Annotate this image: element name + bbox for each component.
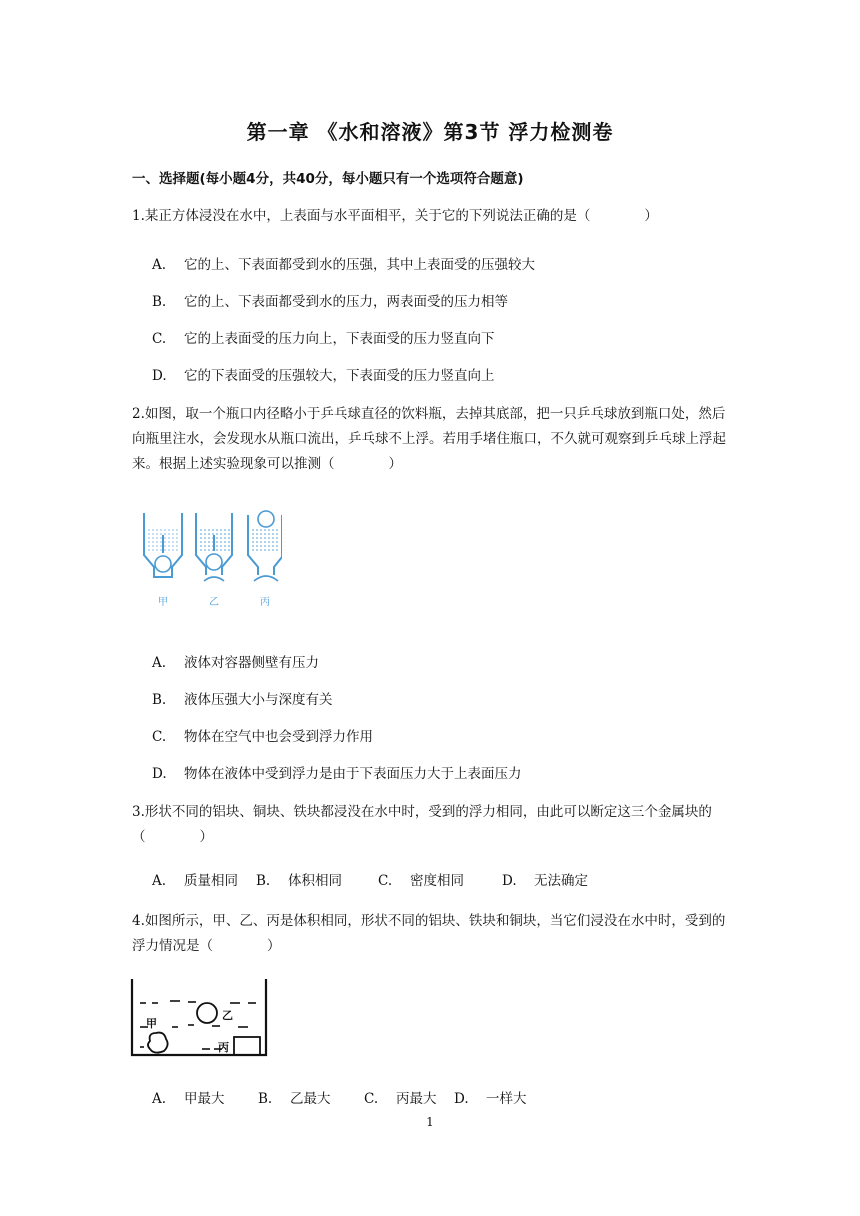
- block-jia-irregular: [148, 1033, 168, 1053]
- option-text: 它的上、下表面都受到水的压强，其中上表面受的压强较大: [184, 257, 535, 273]
- question-2-option-c: [152, 725, 373, 745]
- bottle-experiment-figure: [132, 505, 282, 610]
- ping-pong-ball-2: [206, 554, 222, 570]
- question-4-option-d: D. 一样大: [454, 1091, 527, 1107]
- question-2-option-a: [152, 651, 319, 671]
- option-letter: C.: [152, 729, 167, 745]
- question-3-option-b: B. 体积相同: [256, 873, 342, 889]
- ping-pong-ball-1: [155, 556, 171, 572]
- option-text: 液体对容器侧壁有压力: [184, 655, 319, 671]
- question-1-option-c: [152, 327, 495, 347]
- water-tank-figure: [130, 975, 270, 1060]
- question-4-stem: 4.如图所示，甲、乙、丙是体积相同，形状不同的铝块、铁块和铜块，当它们浸没在水中时，受到的浮力情况是（ ）: [132, 913, 726, 954]
- tank-label-bing: 丙: [218, 1041, 229, 1054]
- question-3-options: [152, 869, 588, 889]
- tank-label-jia: 甲: [146, 1017, 157, 1030]
- page-number: 1: [426, 1115, 434, 1129]
- question-3-stem: 3.形状不同的铝块、铜块、铁块都浸没在水中时，受到的浮力相同，由此可以断定这三个金属块的（ ）: [132, 804, 712, 845]
- option-text: 液体压强大小与深度有关: [184, 692, 333, 708]
- tank-label-yi: 乙: [222, 1009, 233, 1022]
- option-letter: B.: [152, 294, 167, 310]
- question-3-option-c: C. 密度相同: [378, 873, 464, 889]
- question-4-option-b: B. 乙最大: [258, 1091, 331, 1107]
- hand-2: [204, 577, 224, 581]
- figure-label-yi: 乙: [209, 597, 219, 608]
- option-letter: A.: [152, 257, 167, 273]
- option-letter: D.: [152, 368, 167, 384]
- block-bing-cube: [234, 1037, 260, 1055]
- question-3-option-d: D. 无法确定: [502, 873, 588, 889]
- block-yi-sphere: [197, 1003, 217, 1023]
- document-title: 第一章 《水和溶液》第3节 浮力检测卷: [246, 120, 614, 144]
- option-text: 它的上表面受的压力向上，下表面受的压力竖直向下: [184, 331, 495, 347]
- question-1-option-d: [152, 364, 495, 384]
- question-4-option-a: A. 甲最大: [152, 1091, 225, 1107]
- question-1-stem: 1.某正方体浸没在水中，上表面与水平面相平，关于它的下列说法正确的是（ ）: [132, 208, 658, 224]
- option-text: 物体在液体中受到浮力是由于下表面压力大于上表面压力: [184, 766, 522, 782]
- figure-label-jia: 甲: [158, 597, 168, 608]
- option-text: 它的下表面受的压强较大，下表面受的压力竖直向上: [184, 368, 495, 384]
- hand-3: [254, 576, 278, 581]
- option-letter: C.: [152, 331, 167, 347]
- question-3-option-a: A. 质量相同: [152, 873, 238, 889]
- question-2-option-d: [152, 762, 522, 782]
- option-text: 它的上、下表面都受到水的压力，两表面受的压力相等: [184, 294, 508, 310]
- question-1-option-a: [152, 253, 535, 273]
- question-2-option-b: [152, 688, 333, 708]
- ping-pong-ball-3: [258, 511, 274, 527]
- option-letter: A.: [152, 655, 167, 671]
- question-1-option-b: [152, 290, 508, 310]
- question-4-option-c: C. 丙最大: [364, 1091, 437, 1107]
- option-text: 物体在空气中也会受到浮力作用: [184, 729, 373, 745]
- question-2-stem: 2.如图，取一个瓶口内径略小于乒乓球直径的饮料瓶，去掉其底部，把一只乒乓球放到瓶口处，然后向瓶里注水，会发现水从瓶口流出，乒乓球不上浮。若用手堵住瓶口，不久就可观察到乒乓球上浮起来。根据上述实验现象可以推测（ ）: [132, 406, 726, 472]
- option-letter: D.: [152, 766, 167, 782]
- question-4-options: [152, 1087, 527, 1107]
- section-heading: 一、选择题(每小题4分，共40分，每小题只有一个选项符合题意): [132, 171, 524, 187]
- option-letter: B.: [152, 692, 167, 708]
- figure-label-bing: 丙: [260, 597, 270, 608]
